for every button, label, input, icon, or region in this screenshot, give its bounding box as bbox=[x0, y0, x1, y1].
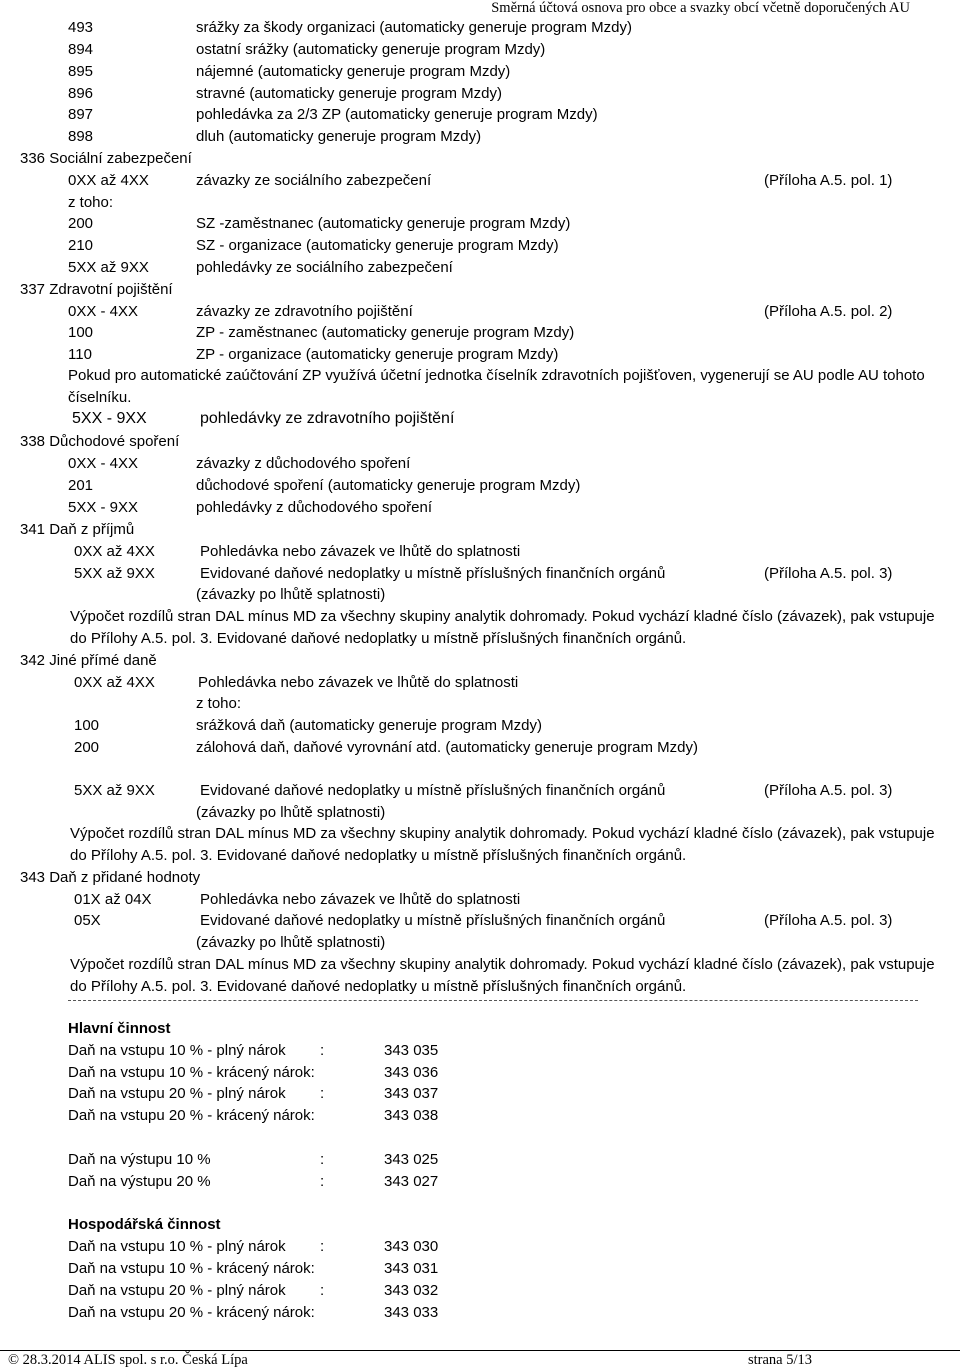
section-title-341: 341 Daň z příjmů bbox=[20, 521, 135, 538]
vat-account: 343 036 bbox=[384, 1064, 439, 1081]
account-code: 210 bbox=[68, 237, 94, 254]
account-text: pohledávky ze zdravotního pojištění bbox=[200, 410, 455, 427]
subsection-title-business-activity: Hospodářská činnost bbox=[68, 1216, 221, 1233]
z-toho-label: z toho: bbox=[68, 194, 114, 211]
vat-label: Daň na vstupu 20 % - krácený nárok: bbox=[68, 1107, 315, 1124]
account-text: závazky ze sociálního zabezpečení bbox=[196, 172, 432, 189]
account-code: 0XX až 4XX bbox=[74, 543, 155, 560]
account-code: 894 bbox=[68, 41, 94, 58]
account-text: Pohledávka nebo závazek ve lhůtě do splatnosti bbox=[200, 543, 521, 560]
appendix-reference: (Příloha A.5. pol. 1) bbox=[764, 172, 893, 189]
vat-label: Daň na výstupu 20 % bbox=[68, 1173, 211, 1190]
vat-label: Daň na výstupu 10 % bbox=[68, 1151, 211, 1168]
subsection-title-main-activity: Hlavní činnost bbox=[68, 1020, 171, 1037]
footer-copyright: © 28.3.2014 ALIS spol. s r.o. Česká Lípa bbox=[8, 1352, 248, 1368]
account-code: 5XX až 9XX bbox=[74, 782, 155, 799]
account-code: 897 bbox=[68, 106, 94, 123]
z-toho-label: z toho: bbox=[196, 695, 242, 712]
section-title-342: 342 Jiné přímé daně bbox=[20, 652, 157, 669]
page-header-title: Směrná účtová osnova pro obce a svazky obcí včetně doporučených AU bbox=[491, 0, 910, 16]
vat-separator: : bbox=[320, 1151, 325, 1168]
account-code: 200 bbox=[68, 215, 94, 232]
account-text: Evidované daňové nedoplatky u místně příslušných finančních orgánů bbox=[200, 912, 666, 929]
vat-label: Daň na vstupu 10 % - plný nárok bbox=[68, 1042, 286, 1059]
account-text: závazky ze zdravotního pojištění bbox=[196, 303, 413, 320]
account-code: 100 bbox=[74, 717, 100, 734]
account-code: 5XX až 9XX bbox=[74, 565, 155, 582]
account-text: stravné (automaticky generuje program Mzdy) bbox=[196, 85, 502, 102]
account-code: 200 bbox=[74, 739, 100, 756]
vat-account: 343 027 bbox=[384, 1173, 439, 1190]
vat-account: 343 037 bbox=[384, 1085, 439, 1102]
note-paragraph: Výpočet rozdílů stran DAL mínus MD za všechny skupiny analytik dohromady. Pokud vychází kladné číslo (závazek), pak vstupuje do Přílohy A.5. pol. 3. Evidované daňové nedoplatky u místně příslušných finančních orgánů. bbox=[70, 956, 935, 995]
vat-account: 343 032 bbox=[384, 1282, 439, 1299]
note-paragraph: Výpočet rozdílů stran DAL mínus MD za všechny skupiny analytik dohromady. Pokud vychází kladné číslo (závazek), pak vstupuje do Přílohy A.5. pol. 3. Evidované daňové nedoplatky u místně příslušných finančních orgánů. bbox=[70, 825, 935, 864]
note-paragraph: Výpočet rozdílů stran DAL mínus MD za všechny skupiny analytik dohromady. Pokud vychází kladné číslo (závazek), pak vstupuje do Přílohy A.5. pol. 3. Evidované daňové nedoplatky u místně příslušných finančních orgánů. bbox=[70, 608, 935, 647]
account-code: 5XX - 9XX bbox=[68, 499, 139, 516]
account-text: pohledávky ze sociálního zabezpečení bbox=[196, 259, 453, 276]
vat-separator: : bbox=[320, 1173, 325, 1190]
account-code: 493 bbox=[68, 19, 94, 36]
vat-separator: : bbox=[320, 1238, 325, 1255]
vat-account: 343 038 bbox=[384, 1107, 439, 1124]
section-title-336: 336 Sociální zabezpečení bbox=[20, 150, 192, 167]
account-text: Pohledávka nebo závazek ve lhůtě do splatnosti bbox=[198, 674, 519, 691]
vat-label: Daň na vstupu 20 % - plný nárok bbox=[68, 1282, 286, 1299]
vat-label: Daň na vstupu 10 % - krácený nárok: bbox=[68, 1064, 315, 1081]
account-text: zálohová daň, daňové vyrovnání atd. (automaticky generuje program Mzdy) bbox=[196, 739, 698, 756]
account-code: 201 bbox=[68, 477, 94, 494]
account-code: 5XX - 9XX bbox=[72, 410, 147, 427]
account-text: pohledávka za 2/3 ZP (automaticky generuje program Mzdy) bbox=[196, 106, 598, 123]
account-text: dluh (automaticky generuje program Mzdy) bbox=[196, 128, 482, 145]
vat-separator: : bbox=[320, 1085, 325, 1102]
account-text-continuation: (závazky po lhůtě splatnosti) bbox=[196, 586, 386, 603]
vat-label: Daň na vstupu 20 % - krácený nárok: bbox=[68, 1304, 315, 1321]
note-paragraph: Pokud pro automatické zaúčtování ZP využívá účetní jednotka číselník zdravotních pojišťoven, vygenerují se AU podle AU tohoto číselníku. bbox=[68, 367, 925, 406]
account-text: Pohledávka nebo závazek ve lhůtě do splatnosti bbox=[200, 891, 521, 908]
account-text: ZP - zaměstnanec (automaticky generuje program Mzdy) bbox=[196, 324, 575, 341]
vat-label: Daň na vstupu 10 % - krácený nárok: bbox=[68, 1260, 315, 1277]
account-code: 100 bbox=[68, 324, 94, 341]
account-text: ZP - organizace (automaticky generuje program Mzdy) bbox=[196, 346, 559, 363]
vat-label: Daň na vstupu 10 % - plný nárok bbox=[68, 1238, 286, 1255]
account-code: 0XX až 4XX bbox=[74, 674, 155, 691]
appendix-reference: (Příloha A.5. pol. 3) bbox=[764, 912, 893, 929]
account-code: 05X bbox=[74, 912, 101, 929]
vat-account: 343 030 bbox=[384, 1238, 439, 1255]
account-code: 896 bbox=[68, 85, 94, 102]
account-text: důchodové spoření (automaticky generuje program Mzdy) bbox=[196, 477, 581, 494]
account-code: 110 bbox=[68, 346, 92, 363]
vat-separator: : bbox=[320, 1042, 325, 1059]
appendix-reference: (Příloha A.5. pol. 3) bbox=[764, 782, 893, 799]
account-text: SZ - organizace (automaticky generuje program Mzdy) bbox=[196, 237, 559, 254]
vat-account: 343 025 bbox=[384, 1151, 439, 1168]
section-title-343: 343 Daň z přidané hodnoty bbox=[20, 869, 201, 886]
account-text: Evidované daňové nedoplatky u místně příslušných finančních orgánů bbox=[200, 565, 666, 582]
section-title-338: 338 Důchodové spoření bbox=[20, 433, 180, 450]
vat-account: 343 033 bbox=[384, 1304, 439, 1321]
account-text-continuation: (závazky po lhůtě splatnosti) bbox=[196, 804, 386, 821]
account-text-continuation: (závazky po lhůtě splatnosti) bbox=[196, 934, 386, 951]
account-text: ostatní srážky (automaticky generuje program Mzdy) bbox=[196, 41, 546, 58]
account-text: srážky za škody organizaci (automaticky generuje program Mzdy) bbox=[196, 19, 633, 36]
account-code: 0XX až 4XX bbox=[68, 172, 149, 189]
vat-account: 343 035 bbox=[384, 1042, 439, 1059]
account-text: srážková daň (automaticky generuje program Mzdy) bbox=[196, 717, 542, 734]
account-code: 0XX - 4XX bbox=[68, 303, 139, 320]
vat-account: 343 031 bbox=[384, 1260, 439, 1277]
footer-rule bbox=[0, 1350, 960, 1351]
account-code: 898 bbox=[68, 128, 94, 145]
appendix-reference: (Příloha A.5. pol. 3) bbox=[764, 565, 893, 582]
footer-page-number: strana 5/13 bbox=[747, 1352, 812, 1368]
vat-separator: : bbox=[320, 1282, 325, 1299]
account-code: 5XX až 9XX bbox=[68, 259, 149, 276]
vat-label: Daň na vstupu 20 % - plný nárok bbox=[68, 1085, 286, 1102]
section-title-337: 337 Zdravotní pojištění bbox=[20, 281, 173, 298]
account-code: 01X až 04X bbox=[74, 891, 152, 908]
account-text: Evidované daňové nedoplatky u místně příslušných finančních orgánů bbox=[200, 782, 666, 799]
account-code: 0XX - 4XX bbox=[68, 455, 139, 472]
account-text: SZ -zaměstnanec (automaticky generuje program Mzdy) bbox=[196, 215, 571, 232]
appendix-reference: (Příloha A.5. pol. 2) bbox=[764, 303, 893, 320]
account-code: 895 bbox=[68, 63, 94, 80]
account-text: nájemné (automaticky generuje program Mzdy) bbox=[196, 63, 511, 80]
dashed-separator bbox=[68, 1000, 918, 1001]
account-text: závazky z důchodového spoření bbox=[196, 455, 411, 472]
account-text: pohledávky z důchodového spoření bbox=[196, 499, 433, 516]
